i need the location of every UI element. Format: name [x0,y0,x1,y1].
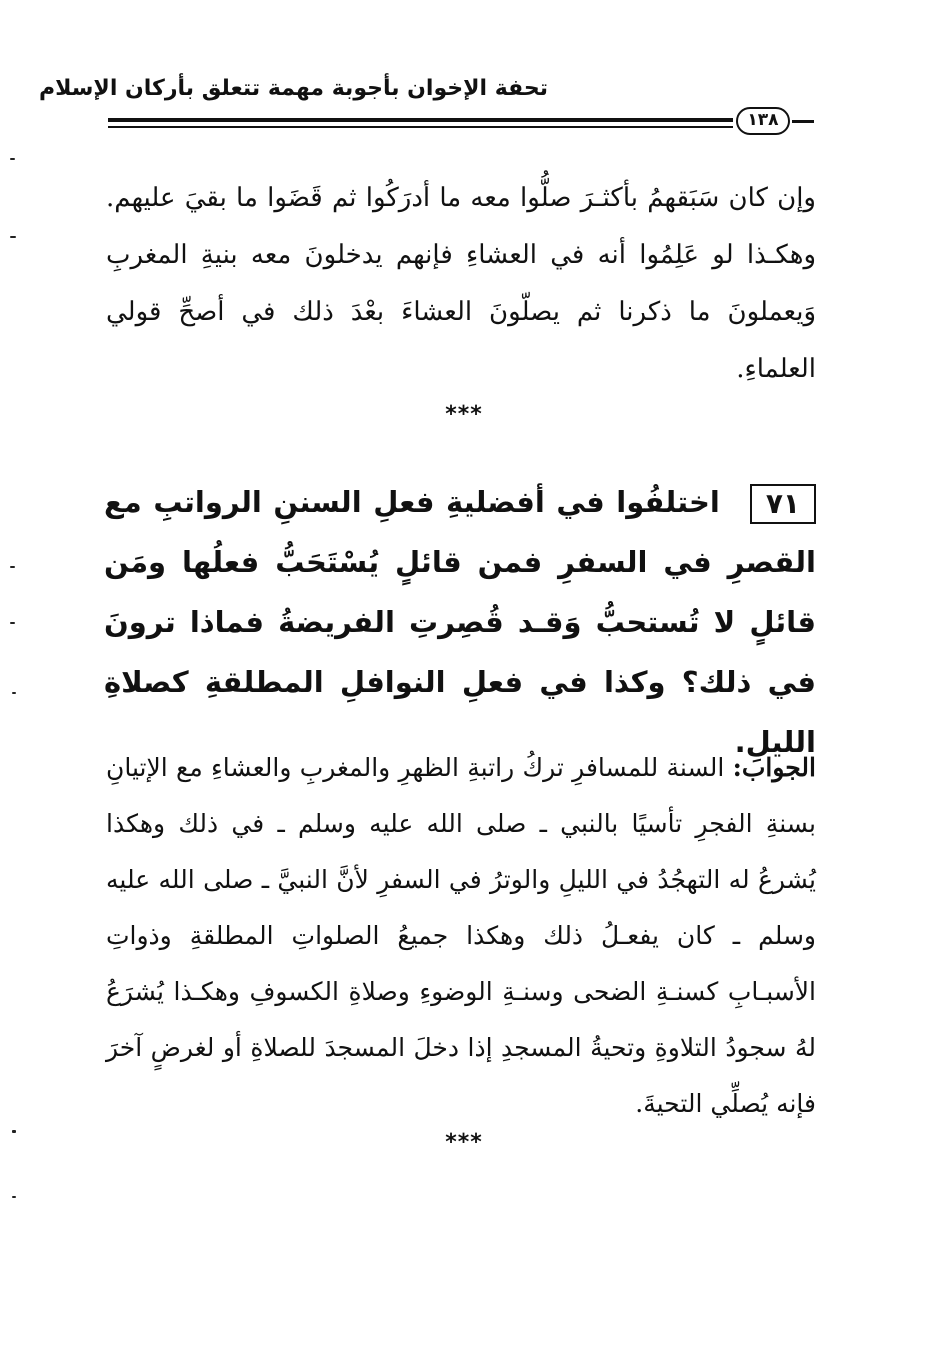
scan-speck [10,236,16,238]
scan-speck [12,1130,16,1133]
scan-speck [12,692,16,694]
scan-speck [10,622,15,624]
answer-label: الجواب: [732,753,816,782]
section-separator: *** [445,402,483,427]
scan-speck [10,566,15,568]
page-number: ١٣٨ [736,107,790,135]
answer-text: السنة للمسافرِ تركُ راتبةِ الظهرِ والمغربِ والعشاءِ مع الإتيانِ بسنةِ الفجرِ تأسيًا بالنبي ـ صلى الله عليه وسلم ـ في ذلك وهكذا يُشرعُ له التهجُدُ في الليلِ والوترُ في السفرِ لأنَّ النبيَّ ـ صلى الله عليه وسلم ـ كان يفعـلُ ذلك وهكذا جميعُ الصلواتِ المطلقةِ وذواتِ الأسبـابِ كسنـةِ الضحى وسنـةِ الوضوءِ وصلاةِ الكسوفِ وهكـذا يُشرَعُ لهُ سجودُ التلاوةِ وتحيةُ المسجدِ إذا دخلَ المسجدَ للصلاةِ أو لغرضٍ آخرَ فإنه يُصلِّي التحيةَ. [106,753,816,1118]
paragraph-continuation: وإن كان سَبَقهمُ بأكثـرَ صلُّوا معه ما أدرَكُوا ثم قَضَوا ما بقيَ عليهم. وهكـذا لو عَلِمُوا أنه في العشاءِ فإنهم يدخلونَ معه بنيةِ المغربِ وَيعملونَ ما ذكرنا ثم يصلّونَ العشاءَ بعْدَ ذلك في أصحِّ قولي العلماءِ. [106,183,816,384]
question-block [104,472,816,772]
scan-speck [10,158,15,160]
header-rule-thin [108,126,733,128]
section-separator-end: *** [445,1130,483,1155]
question-number: ٧١ [750,484,816,524]
question-text: اختلفُوا في أفضليةِ فعلِ السننِ الرواتبِ مع القصرِ في السفرِ فمن قائلٍ يُسْتَحَبُّ فعلُها ومَن قائلٍ لا تُستحبُّ وَقـد قُصِرتِ الفريضةُ فماذا ترونَ في ذلك؟ وكذا في فعلِ النوافلِ المطلقةِ كصلاةِ الليلِ. [104,485,816,759]
running-header-title: تحفة الإخوان بأجوبة مهمة تتعلق بأركان الإسلام [38,76,548,101]
scan-speck [12,1196,16,1198]
header-rule [108,118,733,122]
header-rule-right [792,120,814,123]
answer-block [106,740,816,1132]
